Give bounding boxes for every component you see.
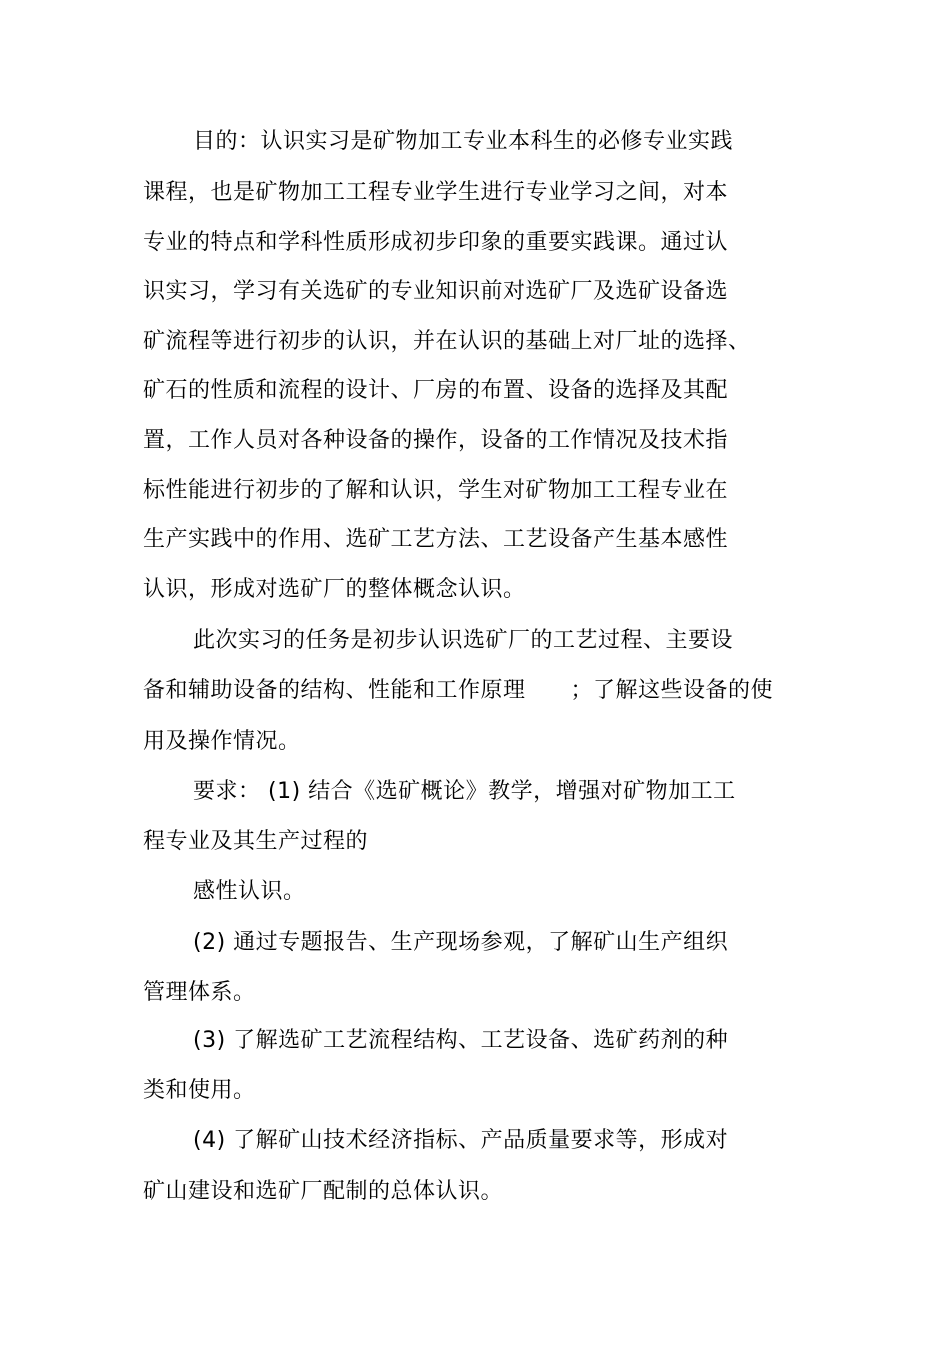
text-line: 备和辅助设备的结构、性能和工作原理 ；了解这些设备的使 <box>143 678 774 703</box>
text-line: (3) 了解选矿工艺流程结构、工艺设备、选矿药剂的种 <box>193 1028 729 1053</box>
text-line: 矿山建设和选矿厂配制的总体认识。 <box>143 1179 504 1204</box>
text-line: 标性能进行初步的了解和认识，学生对矿物加工工程专业在 <box>143 478 729 503</box>
text-line: (2) 通过专题报告、生产现场参观，了解矿山生产组织 <box>193 930 729 955</box>
text-line: 目的：认识实习是矿物加工专业本科生的必修专业实践 <box>193 129 734 154</box>
text-line: 专业的特点和学科性质形成初步印象的重要实践课。通过认 <box>143 230 729 255</box>
text-line: 生产实践中的作用、选矿工艺方法、工艺设备产生基本感性 <box>143 527 729 552</box>
text-line: 课程，也是矿物加工工程专业学生进行专业学习之间，对本 <box>143 180 729 205</box>
text-line: 矿流程等进行初步的认识，并在认识的基础上对厂址的选择、 <box>143 329 751 354</box>
text-line: 管理体系。 <box>143 980 256 1005</box>
text-line: 程专业及其生产过程的 <box>143 829 369 854</box>
text-line: 矿石的性质和流程的设计、厂房的布置、设备的选择及其配 <box>143 378 729 403</box>
text-line: 用及操作情况。 <box>143 729 301 754</box>
text-line: 置，工作人员对各种设备的操作，设备的工作情况及技术指 <box>143 428 729 453</box>
text-line: 类和使用。 <box>143 1078 256 1103</box>
text-line: 此次实习的任务是初步认识选矿厂的工艺过程、主要设 <box>193 628 734 653</box>
text-line: 要求： (1) 结合《选矿概论》教学，增强对矿物加工工 <box>193 779 736 804</box>
text-line: 识实习，学习有关选矿的专业知识前对选矿厂及选矿设备选 <box>143 279 729 304</box>
text-line: 感性认识。 <box>193 879 306 904</box>
text-line: 认识，形成对选矿厂的整体概念认识。 <box>143 577 526 602</box>
text-line: (4) 了解矿山技术经济指标、产品质量要求等，形成对 <box>193 1128 729 1153</box>
